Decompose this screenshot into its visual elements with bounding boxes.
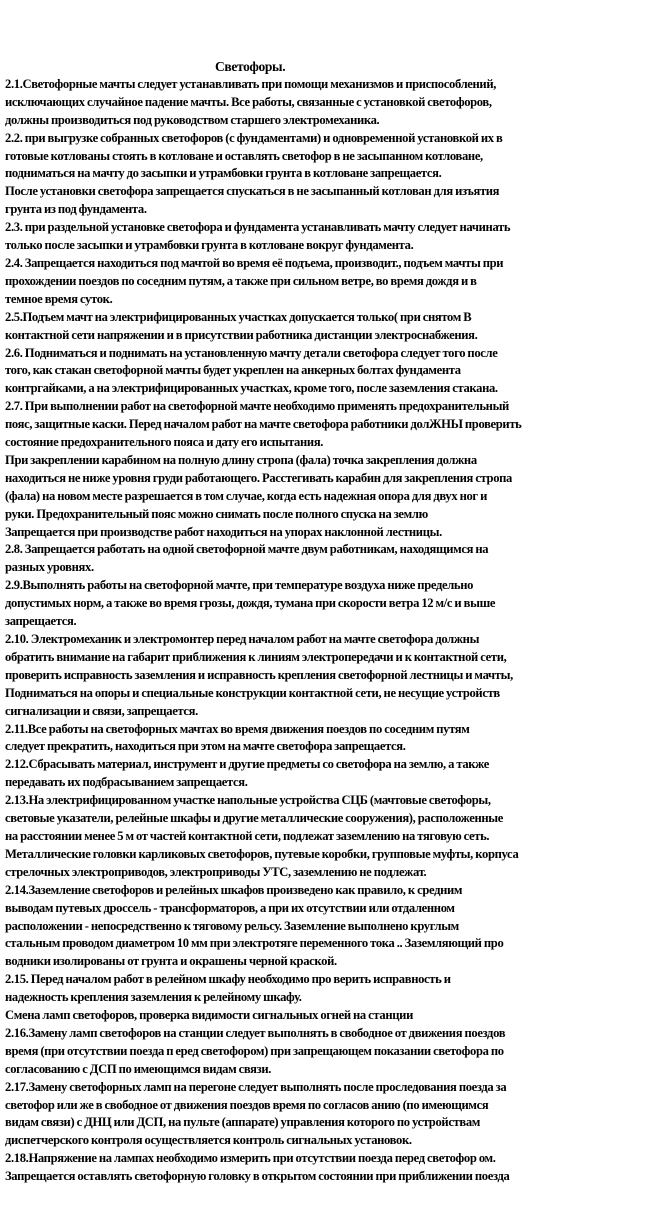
- text-line: водники изолированы от грунта и окрашены черной краской.: [5, 954, 337, 969]
- text-line: 2.7. При выполнении работ на светофорной мачте необходимо применять предохранительный: [5, 399, 509, 414]
- text-line: 2.4. Запрещается находиться под мачтой во время её подъема, производит., подъем мачты при: [5, 255, 504, 270]
- text-line: контактной сети напряжении и в присутствии работника дистанции электроснабжения.: [5, 327, 478, 342]
- text-line: 2.17.Замену светофорных ламп на перегоне следует выполнять после проследования поезда за: [5, 1079, 507, 1094]
- text-line: Смена ламп светофоров, проверка видимости сигнальных огней на станции: [5, 1008, 413, 1023]
- text-line: 2.1.Светофорные мачты следует устанавливать при помощи механизмов и приспособлений,: [5, 76, 497, 91]
- text-line: выводам путевых дроссель - трансформаторов, а при их отсутствии или отдаленном: [5, 900, 455, 915]
- text-line: 2.12.Сбрасывать материал, инструмент и другие предметы со светофора на землю, а также: [5, 757, 490, 772]
- text-line: время (при отсутствии поезда п еред светофором) при запрещающем показании светофора по: [5, 1043, 504, 1058]
- text-line: 2.13.На электрифицированном участке напольные устройства СЦБ (мачтовые светофоры,: [5, 793, 491, 808]
- text-line: разных уровнях.: [5, 560, 94, 575]
- text-line: запрещается.: [5, 614, 77, 629]
- text-line: надежность крепления заземления к релейному шкафу.: [5, 990, 302, 1005]
- page-title: Светофоры.: [215, 59, 286, 74]
- text-line: 2.2. при выгрузке собранных светофоров (с фундаментами) и одновременной установкой их в: [5, 130, 503, 145]
- text-line: 2.15. Перед началом работ в релейном шкафу необходимо про верить исправность и: [5, 972, 451, 987]
- text-line: должны производиться под руководством старшего электромеханика.: [5, 112, 380, 127]
- text-line: передавать их подбрасыванием запрещается.: [5, 775, 248, 790]
- text-line: стальным проводом диаметром 10 мм при электротяге переменного тока .. Заземляющий про: [5, 936, 504, 951]
- text-line: 2.6. Подниматься и поднимать на установленную мачту детали светофора следует того после: [5, 345, 498, 360]
- text-line: исключающих случайное падение мачты. Все работы, связанные с установкой светофоров,: [5, 94, 492, 109]
- text-line: 2.10. Электромеханик и электромонтер перед началом работ на мачте светофора должны: [5, 632, 480, 646]
- text-line: Запрещается оставлять светофорную головку в открытом состоянии при приближении поезда: [5, 1169, 510, 1184]
- text-line: видам связи) с ДНЦ или ДСП, на пульте (аппарате) управления которого по устройствам: [5, 1115, 481, 1130]
- document-page: [5, 58, 657, 1186]
- text-line: подниматься на мачту до засыпки и утрамбовки грунта в котловане запрещается.: [5, 166, 442, 181]
- text-line: 2.14.Заземление светофоров и релейных шкафов произведено как правило, к средним: [5, 882, 463, 897]
- text-line: состояние предохранительного пояса и дату его испытания.: [5, 435, 324, 450]
- text-line: следует прекратить, находиться при этом на мачте светофора запрещается.: [5, 739, 406, 754]
- text-line: темное время суток.: [5, 291, 113, 306]
- text-line: готовые котлованы стоять в котловане и оставлять светофор в не засыпанном котловане,: [5, 148, 483, 163]
- text-line: на расстоянии менее 5 м от частей контактной сети, подлежат заземлению на тяговую сеть.: [5, 828, 490, 843]
- text-line: 2.11.Все работы на светофорных мачтах во время движения поездов по соседним путям: [5, 721, 470, 736]
- text-line: прохождении поездов по соседним путям, а также при сильном ветре, во время дождя и в: [5, 273, 477, 288]
- text-line: 2.18.Напряжение на лампах необходимо измерить при отсутствии поезда перед светофор ом.: [5, 1151, 496, 1166]
- text-line: После установки светофора запрещается спускаться в не засыпанный котлован для изъятия: [5, 184, 500, 199]
- text-line: только после засыпки и утрамбовки грунта в котловане вокруг фундамента.: [5, 238, 414, 253]
- text-line: допустимых норм, а также во время грозы, дождя, тумана при скорости ветра 12 м/с и выше: [5, 596, 496, 611]
- text-line: обратить внимание на габарит приближения к линиям электропередачи и к контактной сети,: [5, 649, 507, 664]
- text-line: сигнализации и связи, запрещается.: [5, 703, 198, 718]
- text-line: Металлические головки карликовых светофоров, путевые коробки, групповые муфты, корпуса: [5, 846, 519, 861]
- document-body: [5, 76, 657, 1186]
- text-line: расположении - непосредственно к тяговому рельсу. Заземление выполнено круглым: [5, 918, 459, 933]
- text-line: грунта из под фундамента.: [5, 202, 147, 217]
- text-line: проверить исправность заземления и исправность крепления светофорной лестницы и мачты,: [5, 667, 513, 682]
- text-line: Запрещается при производстве работ находиться на упорах наклонной лестницы.: [5, 524, 442, 539]
- text-line: (фала) на новом месте разрешается в том случае, когда есть надежная опора для двух ног и: [5, 488, 487, 503]
- text-line: находиться не ниже уровня груди работающего. Расстегивать карабин для закрепления стропа: [5, 470, 513, 485]
- text-line: стрелочных электроприводов, электроприводы УТС, заземлению не подлежат.: [5, 864, 427, 879]
- text-line: пояс, защитные каски. Перед началом работ на мачте светофора работники долЖНЫ проверить: [5, 417, 522, 432]
- text-line: 2.8. Запрещается работать на одной светофорной мачте двум работникам, находящимся на: [5, 542, 489, 557]
- text-line: контргайками, а на электрифицированных участках, кроме того, после заземления стакана.: [5, 381, 498, 396]
- text-line: 2.9.Выполнять работы на светофорной мачте, при температуре воздуха ниже предельно: [5, 578, 474, 593]
- text-line: согласованию с ДСП по имеющимся видам связи.: [5, 1061, 272, 1076]
- text-line: 2.16.Замену ламп светофоров на станции следует выполнять в свободное от движения поездов: [5, 1025, 506, 1040]
- text-line: 2.3. при раздельной установке светофора и фундамента устанавливать мачту следует начинать: [5, 220, 511, 235]
- text-line: того, как стакан светофорной мачты будет укреплен на анкерных болтах фундамента: [5, 363, 461, 378]
- text-line: световые указатели, релейные шкафы и другие металлические сооружения), расположенные: [5, 811, 504, 826]
- text-line: руки. Предохранительный пояс можно снимать после полного спуска на землю: [5, 506, 428, 521]
- text-line: диспетчерского контроля осуществляется контроль сигнальных установок.: [5, 1133, 412, 1148]
- text-line: При закреплении карабином на полную длину стропа (фала) точка закрепления должна: [5, 452, 477, 467]
- text-line: Подниматься на опоры и специальные конструкции контактной сети, не несущие устройств: [5, 685, 500, 700]
- text-line: светофор или же в свободное от движения поездов время по согласов анию (по имеющимся: [5, 1097, 489, 1112]
- text-line: 2.5.Подъем мачт на электрифицированных участках допускается только( при снятом В: [5, 309, 472, 324]
